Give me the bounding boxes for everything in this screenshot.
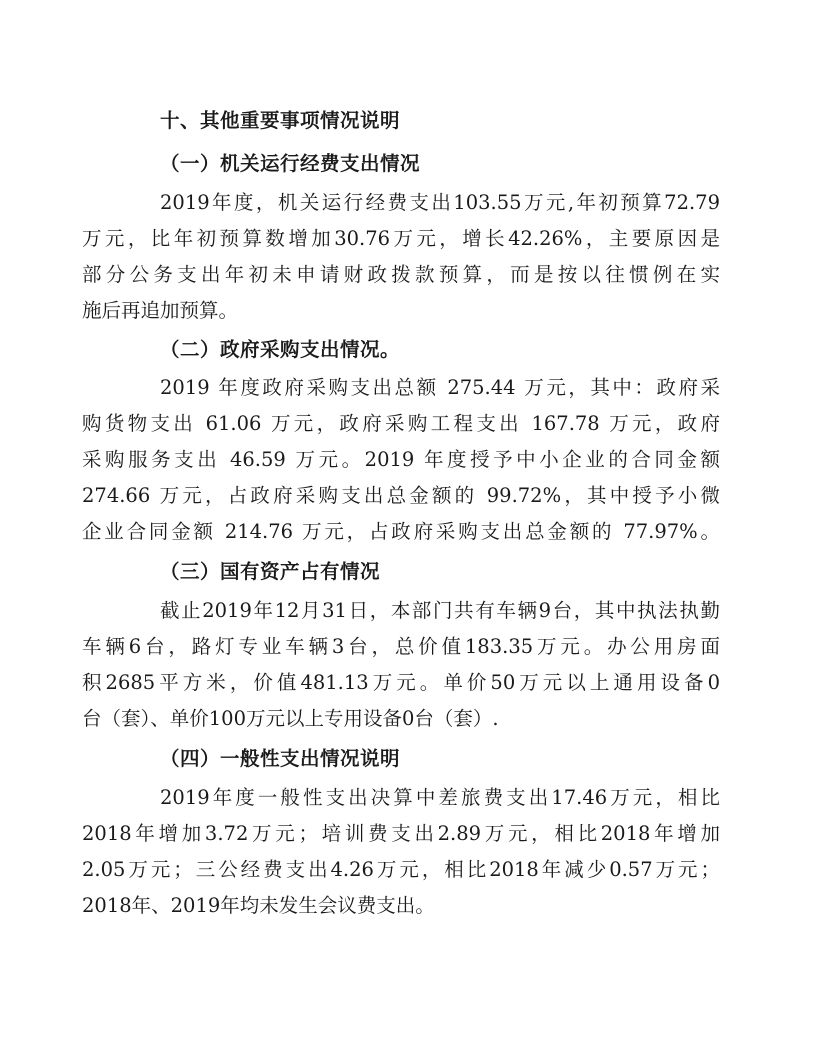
paragraph-line: 部分公务支出年初未申请财政拨款预算，而是按以往惯例在实 [82, 263, 720, 286]
paragraph-line: 2018年、2019年均未发生会议费支出。 [82, 894, 435, 917]
paragraph-line: 采购服务支出 46.59 万元。2019 年度授予中小企业的合同金额 [82, 448, 720, 471]
paragraph-line: 截止2019年12月31日，本部门共有车辆9台，其中执法执勤 [160, 599, 720, 622]
paragraph-line: 台（套）、单价100万元以上专用设备0台（套）. [82, 707, 499, 730]
paragraph-line: 2019 年度政府采购支出总额 275.44 万元，其中：政府采 [160, 376, 720, 399]
paragraph-line: 企业合同金额 214.76 万元，占政府采购支出总金额的 77.97%。 [82, 520, 720, 543]
section-paragraph-3 [82, 593, 720, 737]
paragraph-line: 274.66 万元，占政府采购支出总金额的 99.72%，其中授予小微 [82, 484, 720, 507]
main-heading: 十、其他重要事项情况说明 [160, 109, 401, 132]
paragraph-line: 2018年增加3.72万元；培训费支出2.89万元，相比2018年增加 [82, 822, 720, 845]
section-paragraph-4 [82, 780, 720, 924]
section-paragraph-2 [82, 370, 720, 550]
section-heading-4: （四）一般性支出情况说明 [160, 747, 401, 770]
paragraph-line: 2019年度一般性支出决算中差旅费支出17.46万元，相比 [160, 786, 720, 809]
paragraph-line: 万元，比年初预算数增加30.76万元，增长42.26%，主要原因是 [82, 227, 720, 250]
paragraph-line: 2019年度，机关运行经费支出103.55万元,年初预算72.79 [160, 191, 720, 214]
section-heading-3: （三）国有资产占有情况 [160, 560, 381, 583]
paragraph-line: 2.05万元；三公经费支出4.26万元，相比2018年减少0.57万元； [82, 858, 720, 881]
paragraph-line: 施后再追加预算。 [82, 299, 239, 322]
paragraph-line: 购货物支出 61.06 万元，政府采购工程支出 167.78 万元，政府 [82, 412, 720, 435]
paragraph-line: 车辆6台，路灯专业车辆3台，总价值183.35万元。办公用房面 [82, 635, 720, 658]
section-heading-1: （一）机关运行经费支出情况 [160, 152, 421, 175]
section-heading-2: （二）政府采购支出情况。 [160, 338, 401, 361]
paragraph-line: 积2685平方米，价值481.13万元。单价50万元以上通用设备0 [82, 671, 720, 694]
section-paragraph-1 [82, 185, 720, 329]
